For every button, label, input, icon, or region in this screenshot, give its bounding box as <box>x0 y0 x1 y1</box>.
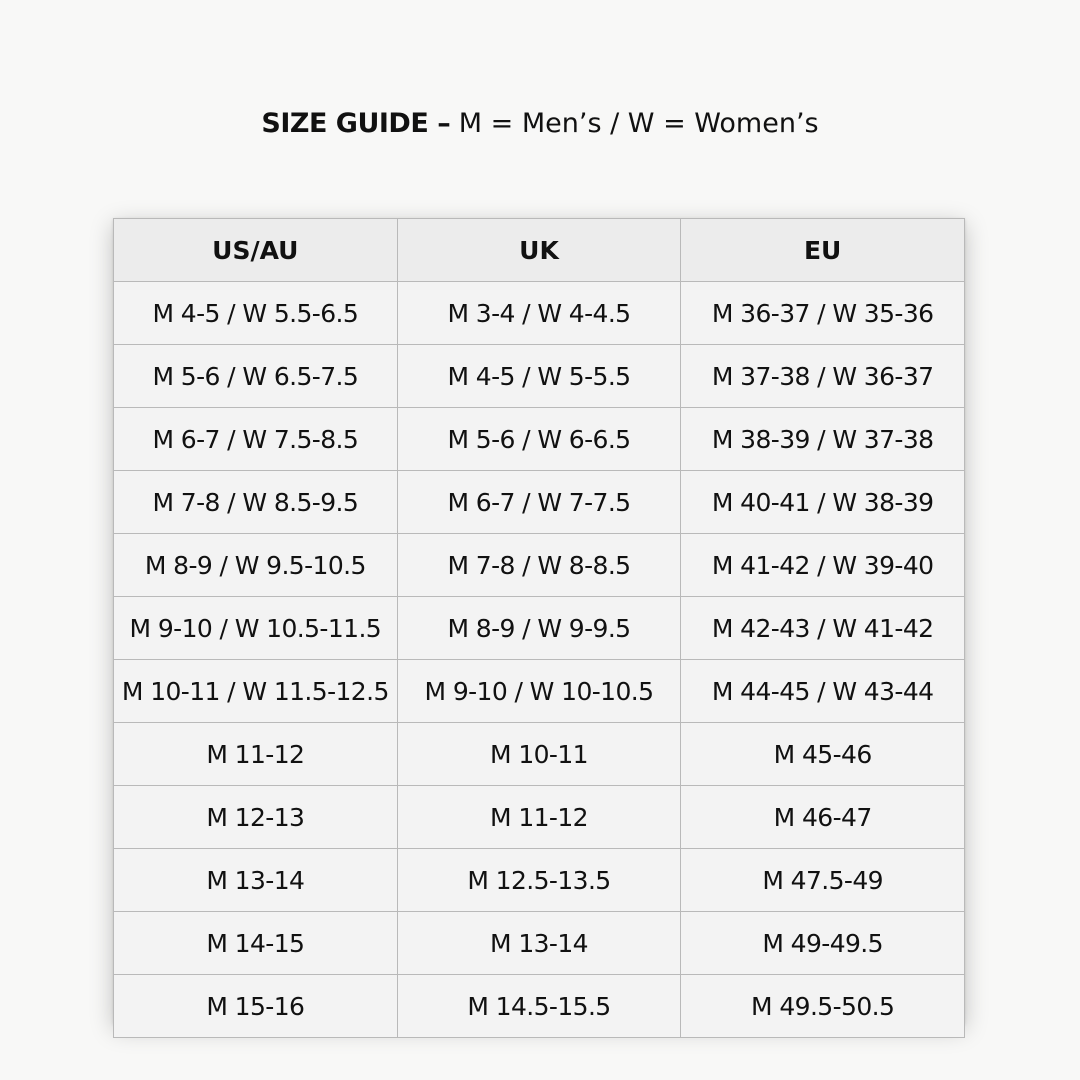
size-cell-eu: M 37-38 / W 36-37 <box>681 345 965 408</box>
size-cell-us-au: M 10-11 / W 11.5-12.5 <box>114 660 398 723</box>
column-header-uk: UK <box>397 219 681 282</box>
size-cell-eu: M 40-41 / W 38-39 <box>681 471 965 534</box>
size-cell-us-au: M 7-8 / W 8.5-9.5 <box>114 471 398 534</box>
page-title <box>0 104 1080 144</box>
title-heading: SIZE GUIDE – <box>261 108 451 139</box>
size-cell-uk: M 13-14 <box>397 912 681 975</box>
table-header-row <box>114 219 965 282</box>
size-cell-us-au: M 4-5 / W 5.5-6.5 <box>114 282 398 345</box>
size-table <box>113 218 965 1038</box>
size-cell-uk: M 10-11 <box>397 723 681 786</box>
table-row <box>114 345 965 408</box>
size-cell-eu: M 44-45 / W 43-44 <box>681 660 965 723</box>
size-cell-us-au: M 9-10 / W 10.5-11.5 <box>114 597 398 660</box>
table-row <box>114 660 965 723</box>
table-row <box>114 408 965 471</box>
size-cell-us-au: M 11-12 <box>114 723 398 786</box>
title-legend: M = Men’s / W = Women’s <box>450 108 819 139</box>
table-row <box>114 786 965 849</box>
size-cell-uk: M 9-10 / W 10-10.5 <box>397 660 681 723</box>
size-cell-eu: M 41-42 / W 39-40 <box>681 534 965 597</box>
size-cell-uk: M 4-5 / W 5-5.5 <box>397 345 681 408</box>
size-cell-eu: M 42-43 / W 41-42 <box>681 597 965 660</box>
size-cell-uk: M 11-12 <box>397 786 681 849</box>
size-cell-uk: M 6-7 / W 7-7.5 <box>397 471 681 534</box>
table-row <box>114 723 965 786</box>
size-cell-uk: M 3-4 / W 4-4.5 <box>397 282 681 345</box>
table-row <box>114 282 965 345</box>
table-row <box>114 912 965 975</box>
table-row <box>114 597 965 660</box>
size-cell-uk: M 7-8 / W 8-8.5 <box>397 534 681 597</box>
size-cell-us-au: M 5-6 / W 6.5-7.5 <box>114 345 398 408</box>
size-cell-us-au: M 15-16 <box>114 975 398 1038</box>
table-row <box>114 471 965 534</box>
size-cell-us-au: M 6-7 / W 7.5-8.5 <box>114 408 398 471</box>
table-row <box>114 534 965 597</box>
size-cell-us-au: M 12-13 <box>114 786 398 849</box>
size-cell-us-au: M 13-14 <box>114 849 398 912</box>
size-cell-uk: M 12.5-13.5 <box>397 849 681 912</box>
column-header-eu: EU <box>681 219 965 282</box>
size-cell-eu: M 47.5-49 <box>681 849 965 912</box>
size-cell-us-au: M 8-9 / W 9.5-10.5 <box>114 534 398 597</box>
size-cell-eu: M 38-39 / W 37-38 <box>681 408 965 471</box>
size-cell-eu: M 49.5-50.5 <box>681 975 965 1038</box>
size-cell-us-au: M 14-15 <box>114 912 398 975</box>
size-cell-eu: M 36-37 / W 35-36 <box>681 282 965 345</box>
size-cell-eu: M 45-46 <box>681 723 965 786</box>
table-body <box>114 282 965 1038</box>
size-cell-uk: M 5-6 / W 6-6.5 <box>397 408 681 471</box>
table-row <box>114 975 965 1038</box>
column-header-us-au: US/AU <box>114 219 398 282</box>
size-cell-eu: M 49-49.5 <box>681 912 965 975</box>
table-row <box>114 849 965 912</box>
size-cell-uk: M 14.5-15.5 <box>397 975 681 1038</box>
size-cell-uk: M 8-9 / W 9-9.5 <box>397 597 681 660</box>
size-cell-eu: M 46-47 <box>681 786 965 849</box>
size-chart <box>113 218 965 1024</box>
